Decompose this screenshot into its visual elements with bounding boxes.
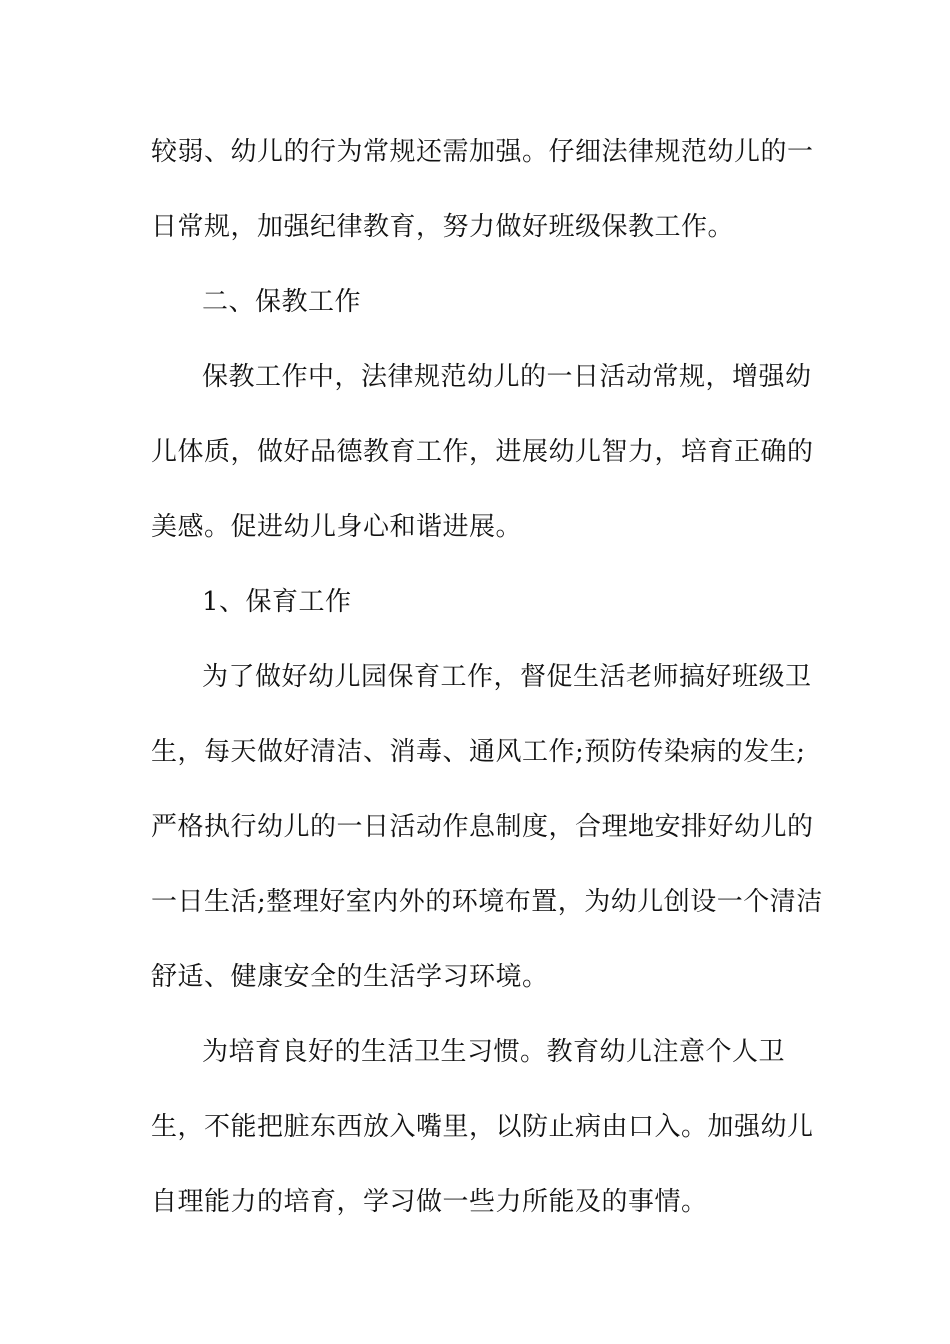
paragraph-line: 保教工作中，法律规范幼儿的一日活动常规，增强幼 xyxy=(202,362,812,392)
paragraph-line: 美感。促进幼儿身心和谐进展。 xyxy=(151,512,523,542)
paragraph-line: 生，不能把脏东西放入嘴里，以防止病由口入。加强幼儿 xyxy=(151,1112,814,1142)
paragraph-line: 舒适、健康安全的生活学习环境。 xyxy=(151,962,549,992)
section-heading: 二、保教工作 xyxy=(202,287,362,317)
paragraph-line: 儿体质，做好品德教育工作，进展幼儿智力，培育正确的 xyxy=(151,437,814,467)
paragraph-line: 为培育良好的生活卫生习惯。教育幼儿注意个人卫 xyxy=(202,1037,786,1067)
paragraph-line: 日常规，加强纪律教育，努力做好班级保教工作。 xyxy=(151,212,735,242)
paragraph-line: 较弱、幼儿的行为常规还需加强。仔细法律规范幼儿的一 xyxy=(151,137,814,167)
paragraph-line: 严格执行幼儿的一日活动作息制度，合理地安排好幼儿的 xyxy=(151,812,814,842)
subsection-heading: 1、保育工作 xyxy=(202,587,352,617)
paragraph-line: 为了做好幼儿园保育工作，督促生活老师搞好班级卫 xyxy=(202,662,812,692)
paragraph-line: 自理能力的培育，学习做一些力所能及的事情。 xyxy=(151,1187,708,1217)
paragraph-line: 一日生活;整理好室内外的环境布置，为幼儿创设一个清洁 xyxy=(151,887,823,917)
paragraph-line: 生，每天做好清洁、消毒、通风工作;预防传染病的发生; xyxy=(151,737,806,767)
